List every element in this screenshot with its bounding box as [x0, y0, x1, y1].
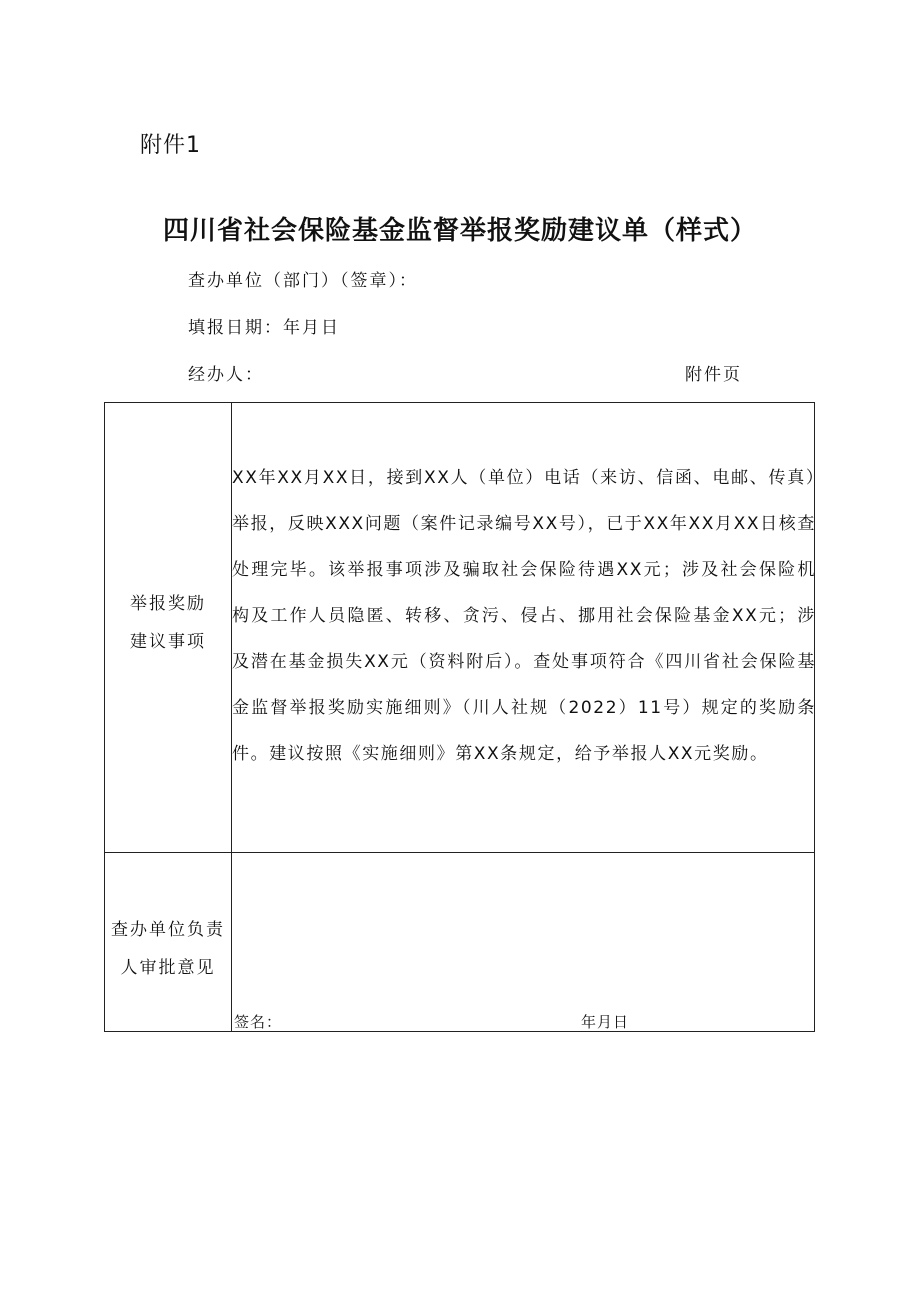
reward-recommendation-label	[105, 585, 231, 661]
signature-date: 年月日	[581, 1013, 630, 1031]
approval-opinion-label-text: 查办单位负责 人审批意见	[111, 920, 225, 978]
signature-label: 签名：	[234, 1013, 283, 1031]
reward-recommendation-label-text: 举报奖励 建议事项	[130, 594, 206, 652]
attachment-label: 附件1	[140, 133, 201, 158]
row-divider	[105, 852, 814, 853]
approval-opinion-label	[105, 911, 231, 987]
recommendation-form-table	[104, 402, 815, 1032]
document-title: 四川省社会保险基金监督举报奖励建议单（样式）	[162, 216, 757, 246]
handling-unit-line: 查办单位（部门）（签章）：	[188, 271, 418, 291]
fill-date-line: 填报日期：年月日	[188, 318, 340, 338]
reward-recommendation-content: XX年XX月XX日，接到XX人（单位）电话（来访、信函、电邮、传真）举报，反映XXX问题（案件记录编号XX号），已于XX年XX月XX日核查处理完毕。该举报事项涉及骗取社会保险待遇XX元；涉及社会保险机构及工作人员隐匿、转移、贪污、侵占、挪用社会保险基金XX元；涉及潜在基金损失XX元（资料附后）。查处事项符合《四川省社会保险基金监督举报奖励实施细则》（川人社规（2022）11号）规定的奖励条件。建议按照《实施细则》第XX条规定，给予举报人XX元奖励。	[232, 468, 816, 764]
attachment-pages-label: 附件页	[685, 365, 742, 385]
handler-line: 经办人：	[188, 365, 264, 385]
